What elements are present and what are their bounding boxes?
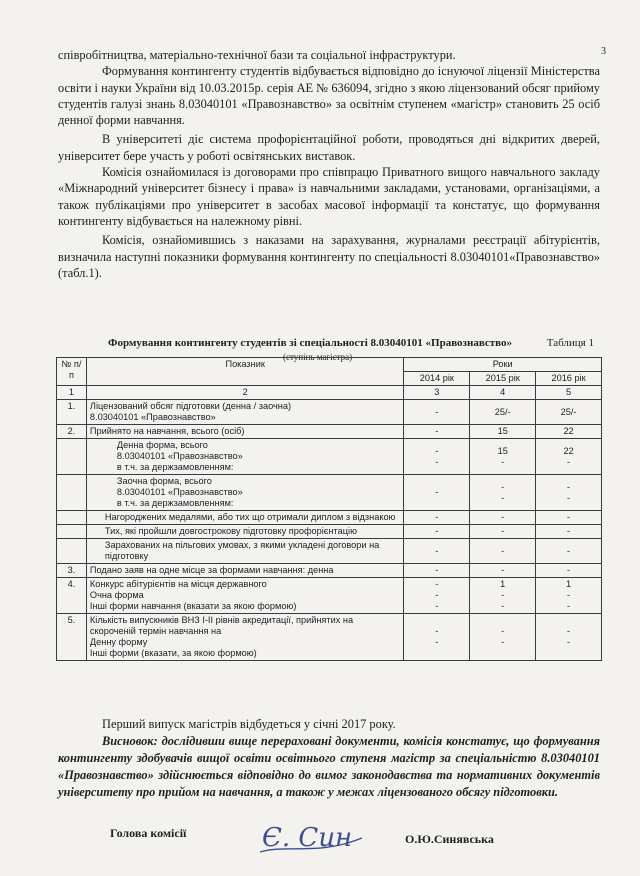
indicator-line: в т.ч. за держзамовленням: [116,462,234,472]
indicator-line: Заочна форма, всього [116,476,212,486]
body-text [58,47,600,281]
row-value: - - [404,614,470,661]
row-value: 25/- [470,400,536,425]
row-indicator [86,614,403,661]
row-value: - - [536,475,602,511]
signature-role: Голова комісії [110,826,187,840]
row-value: - [536,564,602,578]
indicator-line: Інші форми (вказати, за якою формою) [89,648,257,658]
row-value: 15 - [470,439,536,475]
first-graduation: Перший випуск магістрів відбудеться у січні 2017 року. [102,717,396,731]
col-number: 5 [536,386,602,400]
indicator-line: Подано заяв на одне місце за формами навчання: денна [89,565,334,575]
row-indicator [86,425,403,439]
conclusion-text: дослідивши вище перераховані документи, комісія констатує, що формування контингенту здобувачів вищої освіти освітнього ступеня магістр за спеціальністю 8.03040101 «Правознавство» здійснюється відповідно до вимог законодавства та нормативних документів університету про прийом на навчання, а також у межах ліцензованого обсягу підготовки. [58,734,600,799]
row-number [57,539,87,564]
handwritten-signature [258,814,368,858]
paragraph-2: Формування контингенту студентів відбувається відповідно до існуючої ліцензії Міністерства освіти і науки України від 10.03.2015р. серія АЕ № 636094, згідно з якою ліцензований обсяг прийому студентів галузі знань 8.03040101 «Правознавство» за освітнім ступенем «магістр» становить 25 осіб денної форми навчання. [58,64,600,128]
row-value: 25/- [536,400,602,425]
conclusion-block [58,716,600,801]
row-indicator [86,564,403,578]
row-value: - [404,475,470,511]
row-value: - [404,425,470,439]
row-number: 4. [57,578,87,614]
row-value: - [536,525,602,539]
indicator-line: Інші форми навчання (вказати за якою формою) [89,601,297,611]
row-value: - [470,539,536,564]
table-row [57,564,602,578]
indicator-line: Зарахованих на пільгових умовах, з якими укладені договори на підготовку [104,540,380,561]
indicator-line: Очна форма [89,590,144,600]
row-value: 22 - [536,439,602,475]
indicator-line: Тих, які пройшли довгострокову підготовку профорієнтацію [104,526,357,536]
table-row [57,614,602,661]
table-row [57,525,602,539]
col-number: 2 [86,386,403,400]
row-indicator [86,578,403,614]
row-indicator [86,511,403,525]
row-indicator [86,439,403,475]
row-indicator [86,400,403,425]
table-label: Таблиця 1 [546,337,594,349]
row-value: 1 - - [536,578,602,614]
row-value: - [404,539,470,564]
row-value: 1 - - [470,578,536,614]
page-number: 3 [601,46,606,57]
indicator-line: 8.03040101 «Правознавство» [116,451,243,461]
row-value: - [404,400,470,425]
indicator-line: Конкурс абітурієнтів на місця державного [89,579,267,589]
paragraph-3: В університеті діє система профорієнтаційної роботи, проводяться дні відкритих дверей, університет бере участь у роботі освітянських виставок. [58,132,600,163]
row-value: - [536,539,602,564]
indicator-line: Денну форму [89,637,148,647]
header-year-2016: 2016 рік [536,372,602,386]
table-row [57,578,602,614]
table-row [57,425,602,439]
conclusion [58,733,600,801]
row-value: - [470,564,536,578]
row-value: - [536,511,602,525]
row-value: - - [470,475,536,511]
table-subtitle: (ступінь магістра) [283,352,353,362]
row-value: - [404,564,470,578]
table-body [57,400,602,661]
indicator-line: 8.03040101 «Правознавство» [116,487,243,497]
row-value: - [404,511,470,525]
conclusion-label: Висновок: [102,734,158,748]
row-number [57,439,87,475]
row-value: - [404,525,470,539]
table-row [57,400,602,425]
header-years: Роки [404,358,602,372]
header-num: № п/п [57,358,87,386]
indicator-line: в т.ч. за держзамовленням: [116,498,234,508]
row-value: - - [470,614,536,661]
col-number: 1 [57,386,87,400]
table-row [57,475,602,511]
row-value: - [470,525,536,539]
signature-name: О.Ю.Синявська [405,832,494,846]
col-number: 4 [470,386,536,400]
indicator-line: Ліцензований обсяг підготовки (денна / заочна) [89,401,292,411]
table-row [57,511,602,525]
contingent-table [56,357,602,661]
row-value: 15 [470,425,536,439]
table-row [57,439,602,475]
row-number: 3. [57,564,87,578]
row-indicator [86,475,403,511]
table-row [57,539,602,564]
row-number [57,475,87,511]
paragraph-1: співробітництва, матеріально-технічної бази та соціальної інфраструктури. [58,48,456,62]
row-value: - - [404,439,470,475]
indicator-line: Денна форма, всього [116,440,208,450]
row-number [57,525,87,539]
row-number: 5. [57,614,87,661]
table-title: Формування контингенту студентів зі спеціальності 8.03040101 «Правознавство» [108,337,513,349]
paragraph-5: Комісія, ознайомившись з наказами на зарахування, журналами реєстрації абітурієнтів, визначила наступні показники формування контингенту по спеціальності 8.03040101«Правознавство» (табл.1). [58,233,600,280]
row-number [57,511,87,525]
indicator-line: 8.03040101 «Правознавство» [89,412,216,422]
header-year-2015: 2015 рік [470,372,536,386]
col-number: 3 [404,386,470,400]
header-indicator: Показник [86,358,403,386]
row-value: - - - [404,578,470,614]
header-year-2014: 2014 рік [404,372,470,386]
indicator-line: Кількість випускників ВНЗ І-ІІ рівнів акредитації, прийнятих на скороченій термін навчання на [89,615,354,636]
row-value: - [470,511,536,525]
indicator-line: Нагороджених медалями, або тих що отримали диплом з відзнакою [104,512,396,522]
row-number: 1. [57,400,87,425]
signature-handwriting: Є. Син [262,823,353,853]
paragraph-4: Комісія ознайомилася із договорами про співпрацю Приватного вищого навчального закладу «Міжнародний університет бізнесу і права» із навчальними закладами, установами, організаціями, а також публікаціями про університет в засобах масової інформації та констатує, що формування контингенту відбувається на належному рівні. [58,165,600,228]
row-number: 2. [57,425,87,439]
row-indicator [86,539,403,564]
row-value: - - [536,614,602,661]
indicator-line: Прийнято на навчання, всього (осіб) [89,426,245,436]
row-value: 22 [536,425,602,439]
row-indicator [86,525,403,539]
